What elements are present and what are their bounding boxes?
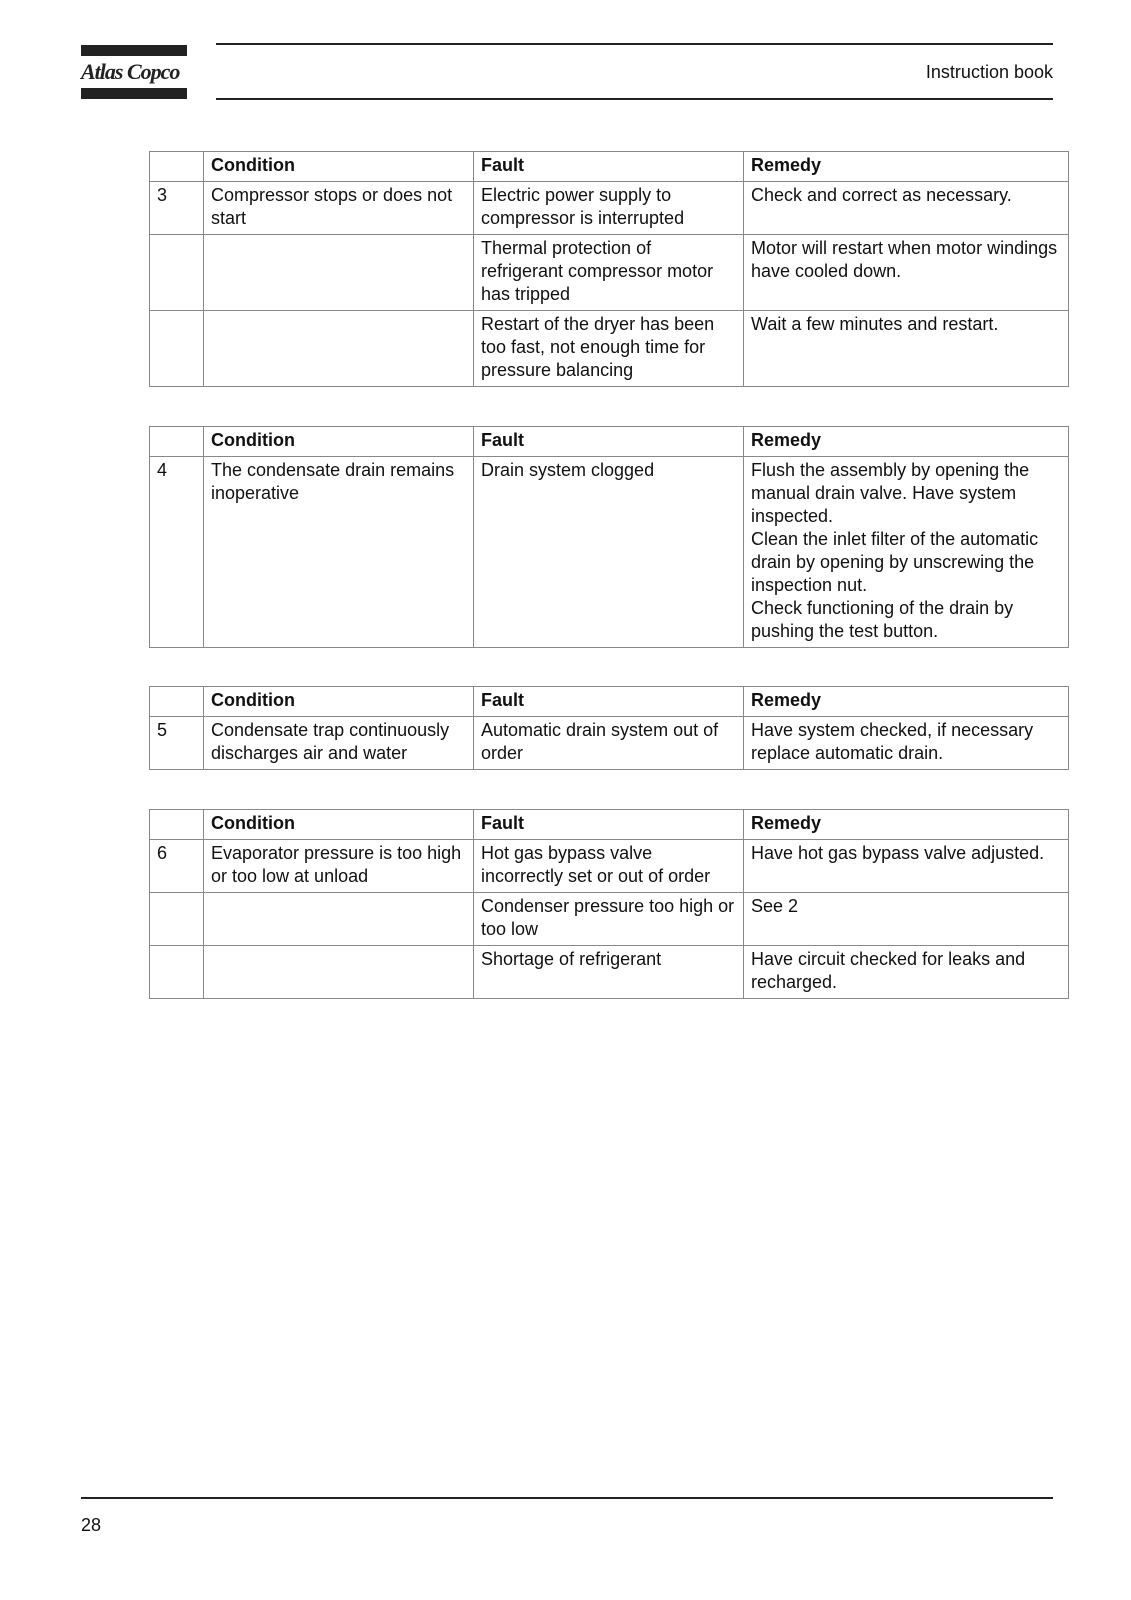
header-rule-bottom xyxy=(216,98,1053,100)
troubleshooting-table-6 xyxy=(149,809,1069,999)
condition-text: Condensate trap continuously discharges air and water xyxy=(204,717,474,770)
remedy-paragraph: Flush the assembly by opening the manual drain valve. Have system inspected. xyxy=(751,460,1030,526)
header-fault: Fault xyxy=(474,152,744,182)
logo-wordmark: Atlas Copco xyxy=(81,59,180,84)
table-header-row xyxy=(150,427,1069,457)
header-number-cell xyxy=(150,427,204,457)
header-condition: Condition xyxy=(204,427,474,457)
condition-text: Compressor stops or does not start xyxy=(204,182,474,235)
header-remedy: Remedy xyxy=(744,687,1069,717)
table-row xyxy=(150,840,1069,893)
fault-cell: Condenser pressure too high or too low xyxy=(474,893,744,946)
fault-cell: Hot gas bypass valve incorrectly set or out of order xyxy=(474,840,744,893)
page-number: 28 xyxy=(81,1515,102,1535)
empty-cell xyxy=(150,235,204,311)
troubleshooting-table-4 xyxy=(149,426,1069,648)
table-row xyxy=(150,717,1069,770)
empty-cell xyxy=(204,235,474,311)
header-remedy: Remedy xyxy=(744,152,1069,182)
header-condition: Condition xyxy=(204,687,474,717)
empty-cell xyxy=(150,893,204,946)
footer-rule xyxy=(81,1497,1053,1499)
logo-bar-bottom xyxy=(81,88,187,99)
troubleshooting-table-5 xyxy=(149,686,1069,770)
header-remedy: Remedy xyxy=(744,810,1069,840)
remedy-paragraph: Check functioning of the drain by pushing the test button. xyxy=(751,598,1014,641)
table-row xyxy=(150,182,1069,235)
condition-text: Evaporator pressure is too high or too low at unload xyxy=(204,840,474,893)
table-row xyxy=(150,235,1069,311)
remedy-cell: Have system checked, if necessary replace automatic drain. xyxy=(744,717,1069,770)
remedy-cell: Have hot gas bypass valve adjusted. xyxy=(744,840,1069,893)
fault-cell: Drain system clogged xyxy=(474,457,744,648)
header-fault: Fault xyxy=(474,427,744,457)
empty-cell xyxy=(204,893,474,946)
empty-cell xyxy=(204,946,474,999)
table-row xyxy=(150,311,1069,387)
header-remedy: Remedy xyxy=(744,427,1069,457)
condition-number: 6 xyxy=(150,840,204,893)
table-row xyxy=(150,946,1069,999)
header-number-cell xyxy=(150,810,204,840)
table-header-row xyxy=(150,810,1069,840)
header-number-cell xyxy=(150,152,204,182)
header-condition: Condition xyxy=(204,810,474,840)
remedy-cell: Have circuit checked for leaks and recharged. xyxy=(744,946,1069,999)
header-number-cell xyxy=(150,687,204,717)
remedy-cell: Wait a few minutes and restart. xyxy=(744,311,1069,387)
logo-bar-top xyxy=(81,45,187,56)
empty-cell xyxy=(150,311,204,387)
document-title: Instruction book xyxy=(925,62,1053,82)
empty-cell xyxy=(150,946,204,999)
condition-number: 5 xyxy=(150,717,204,770)
header-fault: Fault xyxy=(474,810,744,840)
fault-cell: Thermal protection of refrigerant compressor motor has tripped xyxy=(474,235,744,311)
fault-cell: Restart of the dryer has been too fast, not enough time for pressure balancing xyxy=(474,311,744,387)
table-header-row xyxy=(150,152,1069,182)
remedy-paragraph: Clean the inlet filter of the automatic drain by opening by unscrewing the inspection nut. xyxy=(751,529,1039,595)
remedy-cell xyxy=(744,457,1069,648)
remedy-cell: Motor will restart when motor windings have cooled down. xyxy=(744,235,1069,311)
troubleshooting-table-3 xyxy=(149,151,1069,387)
table-row xyxy=(150,893,1069,946)
condition-text: The condensate drain remains inoperative xyxy=(204,457,474,648)
table-row xyxy=(150,457,1069,648)
header-condition: Condition xyxy=(204,152,474,182)
condition-number: 3 xyxy=(150,182,204,235)
remedy-cell: See 2 xyxy=(744,893,1069,946)
fault-cell: Electric power supply to compressor is interrupted xyxy=(474,182,744,235)
fault-cell: Shortage of refrigerant xyxy=(474,946,744,999)
header-rule-top xyxy=(216,43,1053,45)
fault-cell: Automatic drain system out of order xyxy=(474,717,744,770)
remedy-cell: Check and correct as necessary. xyxy=(744,182,1069,235)
empty-cell xyxy=(204,311,474,387)
table-header-row xyxy=(150,687,1069,717)
atlas-copco-logo xyxy=(81,45,187,99)
condition-number: 4 xyxy=(150,457,204,648)
header-fault: Fault xyxy=(474,687,744,717)
